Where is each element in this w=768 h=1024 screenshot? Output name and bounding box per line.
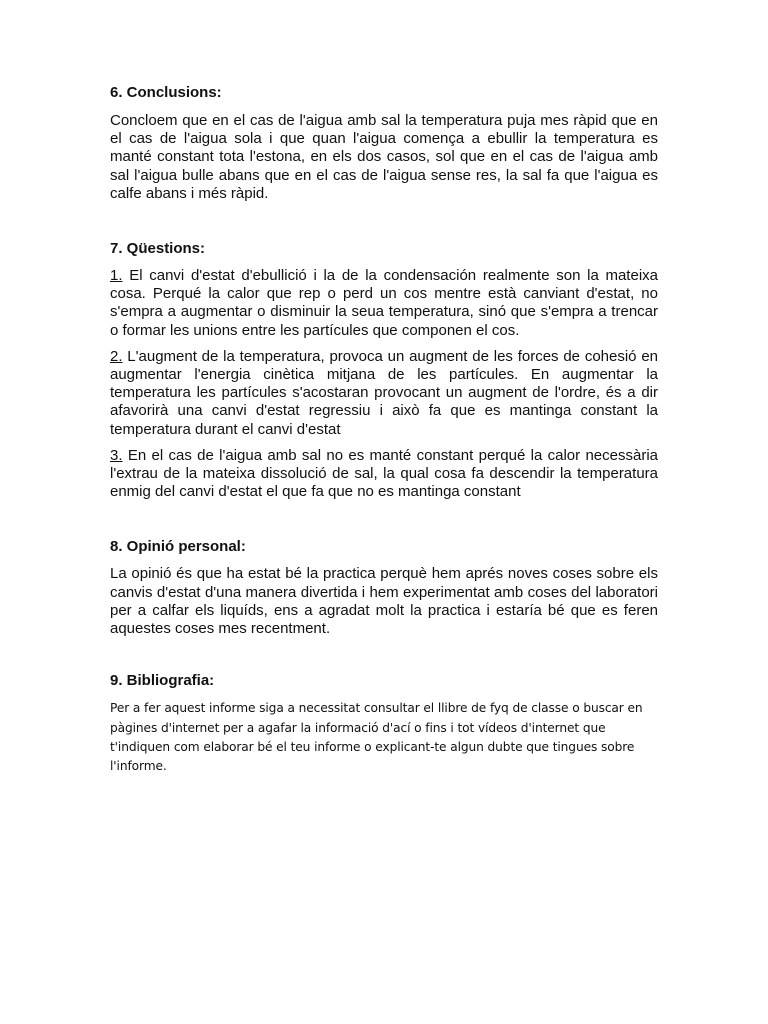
section-conclusions: [110, 84, 658, 203]
paragraph: La opinió és que ha estat bé la practica perquè hem aprés noves coses sobre els canvis d'estat d'una manera divertida i hem experimentat amb coses del laboratori per a calfar els liquíds, ens a agradat molt la practica i estaría bé que es feren aquestes coses mes recentment.: [110, 565, 658, 638]
document-body: [110, 84, 658, 785]
question-number: 3.: [110, 446, 123, 464]
question-text: L'augment de la temperatura, provoca un augment de les forces de cohesió en augmentar l'energia cinètica mitjana de les partícules. En augmentar la temperatura les partícules s'acostaran provocant un augment de l'ordre, és a dir afavorirà una canvi d'estat regressiu i això fa que es mantinga constant la temperatura durant el canvi d'estat: [110, 347, 658, 438]
section-heading: 6. Conclusions:: [110, 84, 222, 101]
paragraph: Concloem que en el cas de l'aigua amb sal la temperatura puja mes ràpid que en el cas de l'aigua sola i que quan l'aigua comença a ebullir la temperatura es manté constant tota l'estona, en els dos casos, sol que en el cas de l'aigua amb sal l'aigua bulle abans que en el cas de l'aigua sense res, la sal fa que l'aigua es calfe abans i més ràpid.: [110, 112, 658, 202]
section-heading: 9. Bibliografia:: [110, 672, 215, 690]
question-text: En el cas de l'aigua amb sal no es manté constant perqué la calor necessària l'extrau de la mateixa dissolució de sal, la qual cosa fa descendir la temperatura enmig del canvi d'estat el que fa que no es mantinga constant: [110, 446, 658, 501]
paragraph: Per a fer aquest informe siga a necessitat consultar el llibre de fyq de classe o buscar en pàgines d'internet per a agafar la informació d'ací o fins i tot vídeos d'internet que t'indiquen com elaborar bé el teu informe o explicant-te algun dubte que tingues sobre l'informe.: [110, 701, 643, 774]
question-item: [110, 267, 658, 340]
question-item: [110, 447, 658, 502]
question-text: El canvi d'estat d'ebullició i la de la condensación realmente son la mateixa cosa. Perqué la calor que rep o perd un cos mentre està canviant d'estat, no s'empra a augmentar o disminuir la seua temperatura, sinó que s'empra a trencar o formar les unions entre les partícules que componen el cos.: [110, 267, 658, 339]
question-number: 1.: [110, 267, 123, 285]
section-opinion: [110, 538, 658, 638]
section-heading: 8. Opinió personal:: [110, 538, 246, 556]
section-bibliography: [110, 672, 658, 777]
question-number: 2.: [110, 347, 123, 365]
section-questions: [110, 240, 658, 501]
section-heading: 7. Qüestions:: [110, 240, 206, 258]
question-item: [110, 348, 658, 439]
